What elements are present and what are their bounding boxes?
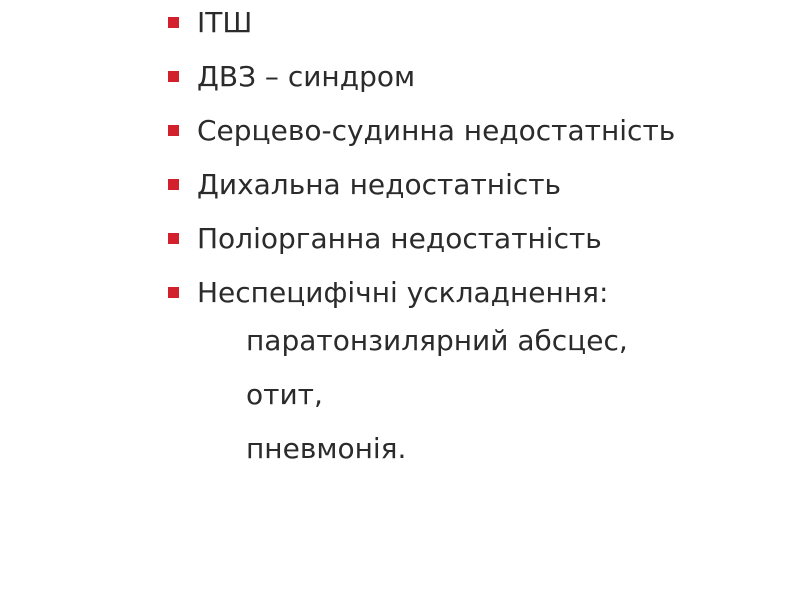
- list-item: [168, 216, 675, 270]
- sub-list-item: отит,: [246, 378, 323, 411]
- list-item-text: Неспецифічні ускладнення:: [197, 276, 609, 309]
- list-item-text: ДВЗ – синдром: [197, 60, 416, 93]
- list-item: [168, 54, 675, 108]
- square-bullet-icon: [168, 287, 179, 298]
- list-item: [168, 270, 675, 324]
- list-item: [168, 162, 675, 216]
- sub-list-item: паратонзилярний абсцес,: [246, 324, 628, 357]
- square-bullet-icon: [168, 17, 179, 28]
- sub-list-item: пневмонія.: [246, 432, 407, 465]
- square-bullet-icon: [168, 71, 179, 82]
- list-item-text: Серцево-судинна недостатність: [197, 114, 676, 147]
- list-item: [168, 0, 675, 54]
- nonspecific-complications-sublist: [246, 318, 628, 480]
- square-bullet-icon: [168, 233, 179, 244]
- square-bullet-icon: [168, 179, 179, 190]
- complications-list: [168, 0, 675, 324]
- square-bullet-icon: [168, 125, 179, 136]
- list-item-text: ІТШ: [197, 6, 253, 39]
- list-item: [168, 108, 675, 162]
- list-item-text: Дихальна недостатність: [197, 168, 562, 201]
- list-item-text: Поліорганна недостатність: [197, 222, 602, 255]
